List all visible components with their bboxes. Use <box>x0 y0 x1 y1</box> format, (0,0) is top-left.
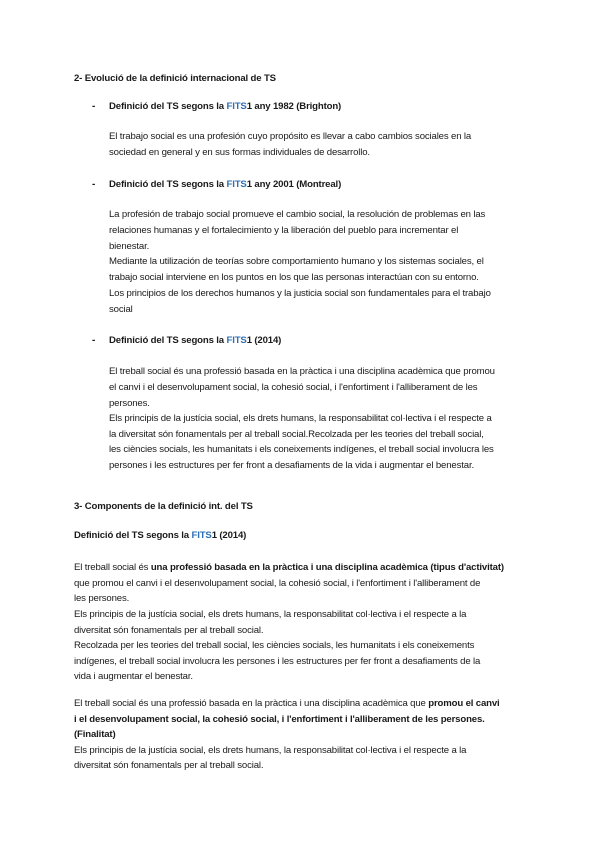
item-3-line: Els principis de la justícia social, els drets humans, la responsabilitat col·lectiva i el respecte a <box>109 413 492 424</box>
section-2-heading: 2- Evolució de la definició internacional de TS <box>74 73 276 84</box>
item-2-line: La profesión de trabajo social promueve el cambio social, la resolución de problemas en las <box>109 209 486 220</box>
item-3-line: El treball social és una professió basada en la pràctica i una disciplina acadèmica que promou <box>109 366 495 377</box>
paragraph-2-line: diversitat són fonamentals per al treball social. <box>74 760 264 771</box>
item-3-line: la diversitat són fonamentals per al treball social.Recolzada per les teories del treball social, <box>109 429 484 440</box>
item-1-title: Definició del TS segons la FITS1 any 1982 (Brighton) <box>109 101 342 112</box>
item-3-line: persones. <box>109 398 150 409</box>
paragraph-2-line: Els principis de la justícia social, els drets humans, la responsabilitat col·lectiva i el respecte a la <box>74 745 467 756</box>
section-3-subheading: Definició del TS segons la FITS1 (2014) <box>74 530 247 541</box>
paragraph-1-line: les persones. <box>74 593 130 604</box>
paragraph-2-line: El treball social és una professió basada en la pràctica i una disciplina acadèmica que promou el canvi <box>74 698 500 709</box>
item-3-line: persones i les estructures per fer front a desafiaments de la vida i augmentar el benestar. <box>109 460 474 471</box>
item-2-line: Los principios de los derechos humanos y la justicia social son fundamentales para el trabajo <box>109 288 491 299</box>
bullet-dash: - <box>92 101 96 112</box>
item-2-line: bienestar. <box>109 241 150 252</box>
paragraph-1-line: diversitat són fonamentals per al treball social. <box>74 625 264 636</box>
fits-link[interactable]: FITS <box>226 335 247 346</box>
fits-link[interactable]: FITS <box>191 530 212 541</box>
paragraph-1-line: que promou el canvi i el desenvolupament social, la cohesió social, i l'enfortiment i l'alliberament de <box>74 578 481 589</box>
item-2-line: trabajo social interviene en los puntos en los que las personas interactúan con su entorno. <box>109 272 479 283</box>
item-2-line: relaciones humanas y el fortalecimiento y la liberación del pueblo para incrementar el <box>109 225 459 236</box>
item-1-line: sociedad en general y en sus formas individuales de desarrollo. <box>109 147 370 158</box>
item-2-title: Definició del TS segons la FITS1 any 2001 (Montreal) <box>109 179 342 190</box>
fits-link[interactable]: FITS <box>226 101 247 112</box>
fits-link[interactable]: FITS <box>226 179 247 190</box>
section-3-heading: 3- Components de la definició int. del TS <box>74 501 253 512</box>
paragraph-2-line: (Finalitat) <box>74 729 116 740</box>
paragraph-1-line: vida i augmentar el benestar. <box>74 671 193 682</box>
bullet-dash: - <box>92 179 96 190</box>
item-3-line: les ciències socials, les humanitats i els coneixements indígenes, el treball social involucra les <box>109 444 494 455</box>
paragraph-1-line: El treball social és una professió basada en la pràctica i una disciplina acadèmica (tipus d'activitat) <box>74 562 504 573</box>
item-2-line: Mediante la utilización de teorías sobre comportamiento humano y los sistemas sociales, el <box>109 256 484 267</box>
item-1-line: El trabajo social es una profesión cuyo propósito es llevar a cabo cambios sociales en la <box>109 131 472 142</box>
item-3-line: el canvi i el desenvolupament social, la cohesió social, i l'enfortiment i l'alliberament de les <box>109 382 478 393</box>
paragraph-2-line: i el desenvolupament social, la cohesió social, i l'enfortiment i l'alliberament de les persones. <box>74 714 485 725</box>
paragraph-1-line: Els principis de la justícia social, els drets humans, la responsabilitat col·lectiva i el respecte a la <box>74 609 467 620</box>
bullet-dash: - <box>92 335 96 346</box>
item-3-title: Definició del TS segons la FITS1 (2014) <box>109 335 282 346</box>
item-2-line: social <box>109 304 133 315</box>
paragraph-1-line: Recolzada per les teories del treball social, les ciències socials, les humanitats i els coneixements <box>74 640 475 651</box>
paragraph-1-line: indígenes, el treball social involucra les persones i les estructures per fer front a desafiaments de la <box>74 656 481 667</box>
